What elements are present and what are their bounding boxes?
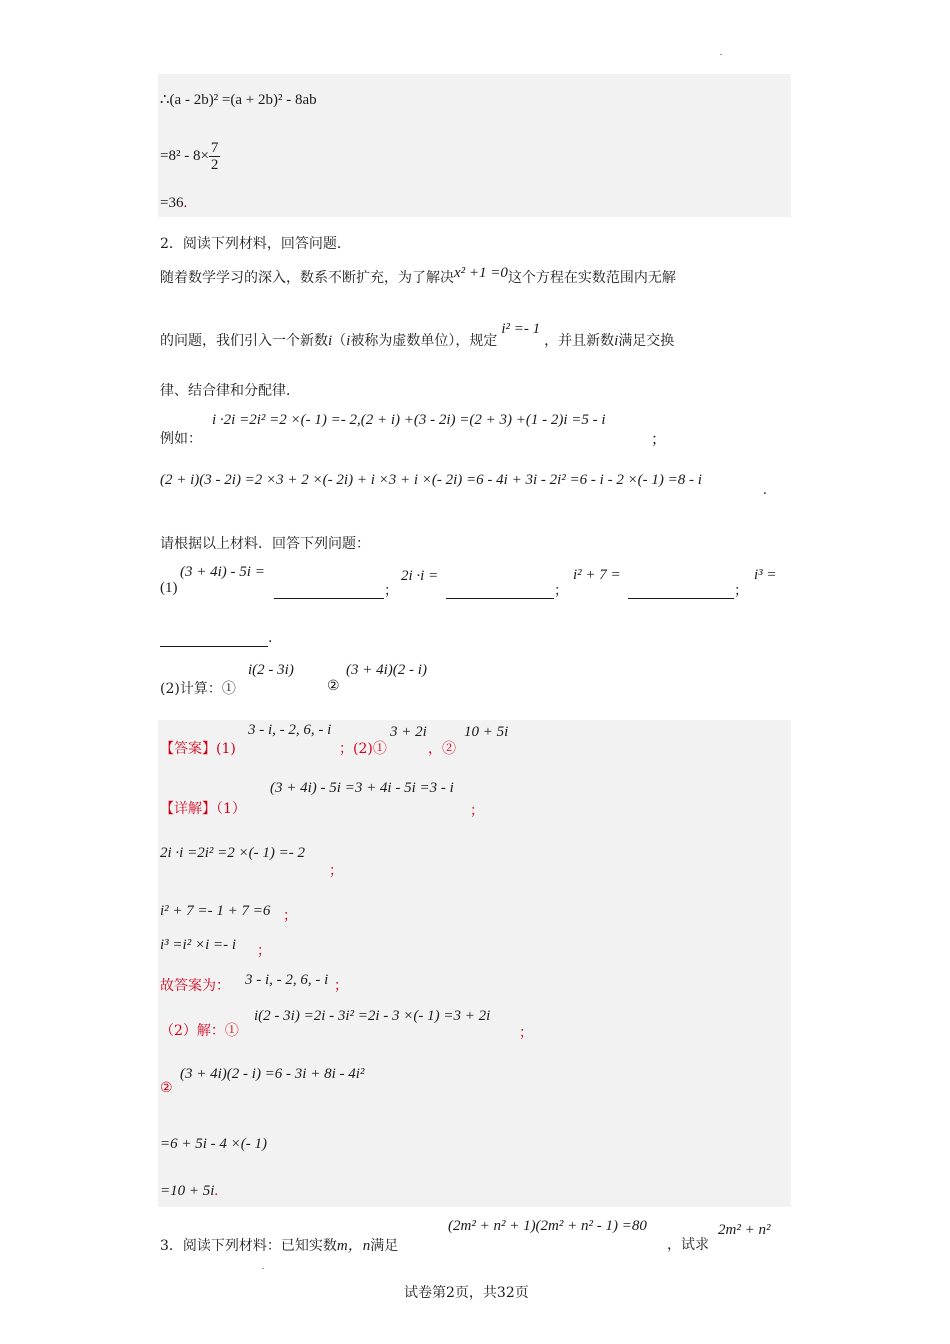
period: .: [268, 630, 273, 646]
part-1-expression-1: (3 + 4i) - 5i =: [180, 564, 265, 580]
part-1-expression-3: i² + 7 =: [573, 567, 621, 583]
conclusion-label: 故答案为：: [160, 978, 230, 994]
detail-label: 【详解】（1）: [160, 801, 246, 817]
part-1-expression-4: i³ =: [754, 567, 777, 583]
circle-2-label: ②: [160, 1080, 173, 1096]
example-end-1: ；: [651, 432, 667, 448]
scan-dot: [262, 1268, 264, 1269]
detail-semicolon: ；: [257, 943, 271, 959]
solution-line-3: =36.: [160, 195, 188, 211]
answer-block: [158, 720, 791, 1207]
part-2-solution-line-1: i(2 - 3i) =2i - 3i² =2i - 3 ×(- 1) =3 + 2i: [254, 1008, 491, 1024]
answer-separator-2: ，②: [428, 741, 456, 757]
question-3-equation: (2m² + n² + 1)(2m² + n² - 1) =80: [448, 1218, 647, 1234]
scan-dot: [720, 54, 722, 55]
example-label: 例如：: [160, 431, 202, 447]
part-2-solution-label: （2）解：①: [160, 1023, 239, 1039]
detail-semicolon: ；: [329, 863, 343, 879]
fraction: $\frac{7}{2}$: [210, 140, 219, 173]
example-end-2: .: [763, 482, 767, 498]
detail-line-1: (3 + 4i) - 5i =3 + 4i - 5i =3 - i: [270, 780, 454, 796]
answer-part-2-2: 10 + 5i: [464, 724, 509, 740]
detail-semicolon: ；: [470, 803, 484, 819]
conclusion-value: 3 - i, - 2, 6, - i: [245, 972, 329, 988]
question-3-expression: 2m² + n²: [718, 1222, 771, 1238]
question-3-tail: ，试求: [667, 1237, 709, 1253]
example-equation-2: (2 + i)(3 - 2i) =2 ×3 + 2 ×(- 2i) + i ×3 + i ×(- 2i) =6 - 4i + 3i - 2i² =6 - i - 2 ×(- 1) =8 - i: [160, 472, 702, 488]
answer-label: 【答案】(1): [160, 741, 236, 757]
separator: ；: [734, 583, 748, 599]
part-2-expression-2: (3 + 4i)(2 - i): [346, 662, 427, 678]
example-equation-1: i ·2i =2i² =2 ×(- 1) =- 2,(2 + i) +(3 - 2i) =(2 + 3) +(1 - 2)i =5 - i: [212, 412, 606, 428]
answer-separator-1: ；(2)①: [339, 741, 387, 757]
part-2-label: (2)计算：①: [160, 681, 236, 697]
question-2-paragraph-3: 律、结合律和分配律．: [160, 383, 300, 399]
question-2-paragraph-2: 的问题，我们引入一个新数i（i被称为虚数单位），规定i² =- 1，并且新数i满足交换: [160, 321, 675, 349]
question-3-heading: 3．阅读下列材料：已知实数m，n满足: [160, 1238, 399, 1254]
detail-semicolon: ；: [519, 1025, 533, 1041]
part-2-solution-line-4: =10 + 5i.: [160, 1183, 219, 1199]
circle-2: ②: [327, 678, 340, 694]
detail-line-4: i³ =i² ×i =- i: [160, 937, 237, 953]
detail-semicolon: ；: [334, 978, 348, 994]
page-footer: 试卷第2页，共32页: [404, 1285, 529, 1301]
answer-blank-2[interactable]: [446, 580, 554, 599]
answer-blank-3[interactable]: [628, 580, 734, 599]
solution-line-2: =8² - 8× $\frac{7}{2}$: [160, 140, 219, 173]
part-2-solution-line-2: (3 + 4i)(2 - i) =6 - 3i + 8i - 4i²: [180, 1066, 365, 1082]
separator: ；: [554, 583, 568, 599]
answer-blank-4[interactable]: [160, 628, 268, 647]
part-1-label: (1): [160, 580, 178, 596]
part-2-expression-1: i(2 - 3i): [248, 662, 294, 678]
answer-part-1: 3 - i, - 2, 6, - i: [248, 722, 332, 738]
solution-line-1: ∴(a - 2b)² =(a + 2b)² - 8ab: [160, 92, 317, 108]
detail-semicolon: ；: [283, 908, 297, 924]
answer-blank-1[interactable]: [274, 580, 384, 599]
separator: ；: [384, 583, 398, 599]
question-2-heading: 2．阅读下列材料，回答问题．: [160, 236, 351, 252]
part-2-solution-line-3: =6 + 5i - 4 ×(- 1): [160, 1136, 268, 1152]
detail-line-2: 2i ·i =2i² =2 ×(- 1) =- 2: [160, 845, 305, 861]
question-2-paragraph-1: 随着数学学习的深入，数系不断扩充，为了解决x² +1 =0这个方程在实数范围内无解: [160, 265, 676, 286]
answer-part-2-1: 3 + 2i: [390, 724, 427, 740]
detail-line-3: i² + 7 =- 1 + 7 =6: [160, 903, 271, 919]
part-1-expression-2: 2i ·i =: [401, 568, 439, 584]
instruction: 请根据以上材料．回答下列问题：: [160, 536, 370, 552]
